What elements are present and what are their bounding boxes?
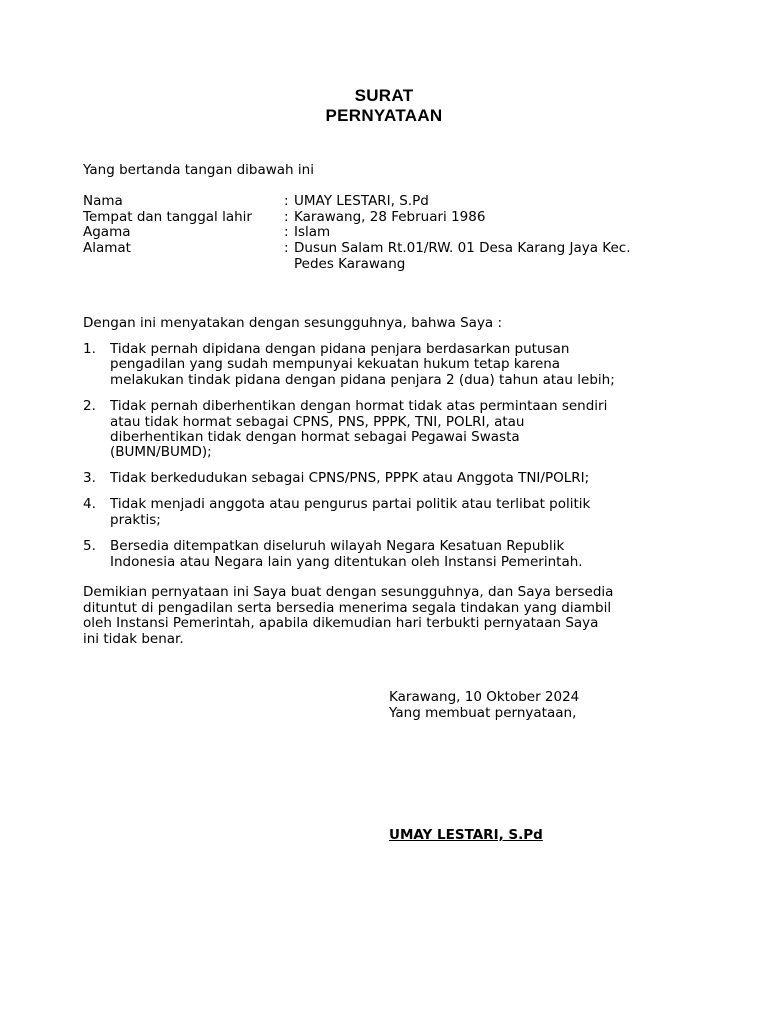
document-title-line-2: PERNYATAAN [325, 106, 443, 125]
intro-text: Yang bertanda tangan dibawah ini [83, 162, 314, 178]
field-colon: : [284, 240, 289, 256]
document-title-line-1: SURAT [354, 86, 414, 105]
list-item-line: Indonesia atau Negara lain yang ditentukan oleh Instansi Pemerintah. [110, 554, 583, 570]
list-item-line: atau tidak hormat sebagai CPNS, PNS, PPPK, TNI, POLRI, atau [110, 414, 525, 430]
list-item-number: 4. [83, 496, 96, 512]
field-label: Tempat dan tanggal lahir [83, 209, 252, 225]
closing-line: ini tidak benar. [83, 631, 184, 647]
list-item-line: Tidak menjadi anggota atau pengurus partai politik atau terlibat politik [110, 496, 591, 512]
list-item-line: Tidak pernah diberhentikan dengan hormat tidak atas permintaan sendiri [110, 398, 608, 414]
list-item-line: (BUMN/BUMD); [110, 444, 212, 460]
list-item-number: 2. [83, 398, 96, 414]
closing-line: oleh Instansi Pemerintah, apabila dikemudian hari terbukti pernyataan Saya [83, 615, 599, 631]
field-label: Agama [83, 224, 131, 240]
list-item-line: melakukan tindak pidana dengan pidana penjara 2 (dua) tahun atau lebih; [110, 372, 615, 388]
field-value: UMAY LESTARI, S.Pd [294, 193, 429, 209]
list-item-number: 1. [83, 341, 96, 357]
field-colon: : [284, 209, 289, 225]
field-value: Dusun Salam Rt.01/RW. 01 Desa Karang Jaya Kec. [294, 240, 631, 256]
field-label: Nama [83, 193, 123, 209]
signature-role: Yang membuat pernyataan, [389, 705, 577, 721]
list-item-line: Tidak berkedudukan sebagai CPNS/PNS, PPPK atau Anggota TNI/POLRI; [110, 470, 590, 486]
signature-name: UMAY LESTARI, S.Pd [389, 827, 543, 843]
list-item-line: pengadilan yang sudah mempunyai kekuatan hukum tetap karena [110, 356, 561, 372]
statement-text: Dengan ini menyatakan dengan sesungguhnya, bahwa Saya : [83, 315, 503, 331]
field-value: Islam [294, 224, 331, 240]
field-colon: : [284, 224, 289, 240]
closing-line: Demikian pernyataan ini Saya buat dengan sesungguhnya, dan Saya bersedia [83, 584, 614, 600]
list-item-line: diberhentikan tidak dengan hormat sebagai Pegawai Swasta [110, 429, 520, 445]
field-alamat-continuation: Pedes Karawang [294, 256, 406, 272]
list-item-number: 5. [83, 538, 96, 554]
list-item-line: Tidak pernah dipidana dengan pidana penjara berdasarkan putusan [110, 341, 570, 357]
list-item-line: Bersedia ditempatkan diseluruh wilayah Negara Kesatuan Republik [110, 538, 565, 554]
list-item-number: 3. [83, 470, 96, 486]
list-item-line: praktis; [110, 512, 161, 528]
field-label: Alamat [83, 240, 131, 256]
field-value: Karawang, 28 Februari 1986 [294, 209, 486, 225]
closing-line: dituntut di pengadilan serta bersedia menerima segala tindakan yang diambil [83, 600, 612, 616]
field-colon: : [284, 193, 289, 209]
signature-place-date: Karawang, 10 Oktober 2024 [389, 689, 580, 705]
